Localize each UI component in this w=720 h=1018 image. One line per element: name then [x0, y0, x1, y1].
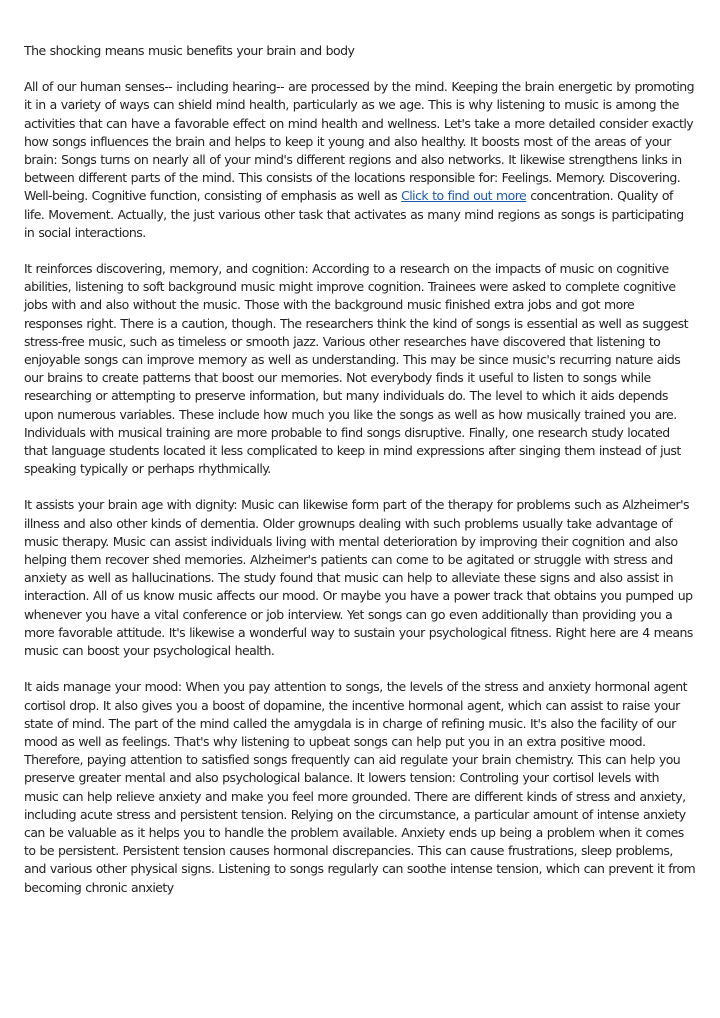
- paragraph-brain-aging: It assists your brain age with dignity: Music can likewise form part of the therapy for problems such as Alzheimer's illness and also other kinds of dementia. Older grownups dealing with such problems usually take advantage of music therapy. Music can assist individuals living with mental deterioration by improving their cognition and also helping them recover shed memories. Alzheimer's patients can come to be agitated or struggle with stress and anxiety as well as hallucinations. The study found that music can help to alleviate these signs and also assist in interaction. All of us know music affects our mood. Or maybe you have a power track that obtains you pumped up whenever you have a vital conference or job interview. Yet songs can go even additionally than providing you a more favorable attitude. It's likewise a wonderful way to sustain your psychological fitness. Right here are 4 means music can boost your psychological health.: [24, 497, 693, 659]
- find-out-more-link[interactable]: Click to find out more: [401, 188, 527, 204]
- paragraph-senses-text: All of our human senses-- including hearing-- are processed by the mind. Keeping the brain energetic by promoting it in a variety of ways can shield mind health, particularly as we age. This is why listening to music is among the activities that can have a favorable effect on mind health and wellness. Let's take a more detailed consider exactly how songs influences the brain and helps to keep it young and also healthy. It boosts most of the areas of your brain: Songs turns on nearly all of your mind's different regions and also networks. It likewise strengthens links in between different parts of the mind. This consists of the locations responsible for: Feelings. Memory. Discovering. Well-being. Cognitive function, consisting of emphasis as well as: [24, 79, 694, 204]
- document-title: The shocking means music benefits your brain and body: [24, 43, 355, 58]
- paragraph-mood-tension: It aids manage your mood: When you pay attention to songs, the levels of the stress and anxiety hormonal agent cortisol drop. It also gives you a boost of dopamine, the incentive hormonal agent, which can assist to raise your state of mind. The part of the mind called the amygdala is in charge of refining music. It's also the facility of our mood as well as feelings. That's why listening to upbeat songs can help put you in an extra positive mood. Therefore, paying attention to satisfied songs frequently can aid regulate your brain chemistry. This can help you preserve greater mental and also psychological balance. It lowers tension: Controling your cortisol levels with music can help relieve anxiety and make you feel more grounded. There are different kinds of stress and anxiety, including acute stress and persistent tension. Relying on the circumstance, a particular amount of intense anxiety can be valuable as it helps you to handle the problem available. Anxiety ends up being a problem when it comes to be persistent. Persistent tension causes hormonal discrepancies. This can cause frustrations, sleep problems, and various other physical signs. Listening to songs regularly can soothe intense tension, which can prevent it from becoming chronic anxiety: [24, 679, 696, 895]
- paragraph-senses: [24, 78, 696, 242]
- document-body: [24, 42, 696, 915]
- paragraph-memory-cognition: It reinforces discovering, memory, and cognition: According to a research on the impacts of music on cognitive abilities, listening to soft background music might improve cognition. Trainees were asked to complete cognitive jobs with and also without the music. Those with the background music finished extra jobs and got more responses right. There is a caution, though. The researchers think the kind of songs is essential as well as suggest stress-free music, such as timeless or smooth jazz. Various other researches have discovered that listening to enjoyable songs can improve memory as well as understanding. This may be since music's recurring nature aids our brains to create patterns that boost our memories. Not everybody finds it useful to listen to songs while researching or attempting to preserve information, but many individuals do. The level to which it aids depends upon numerous variables. These include how much you like the songs as well as how musically trained you are. Individuals with musical training are more probable to find songs disruptive. Finally, one research study located that language students located it less complicated to keep in mind expressions after singing them instead of just speaking typically or perhaps rhythmically.: [24, 261, 688, 477]
- paragraph-senses-text-end: concentration. Quality of life. Movement. Actually, the just various other task that activates as many mind regions as songs is participating in social interactions.: [24, 188, 684, 240]
